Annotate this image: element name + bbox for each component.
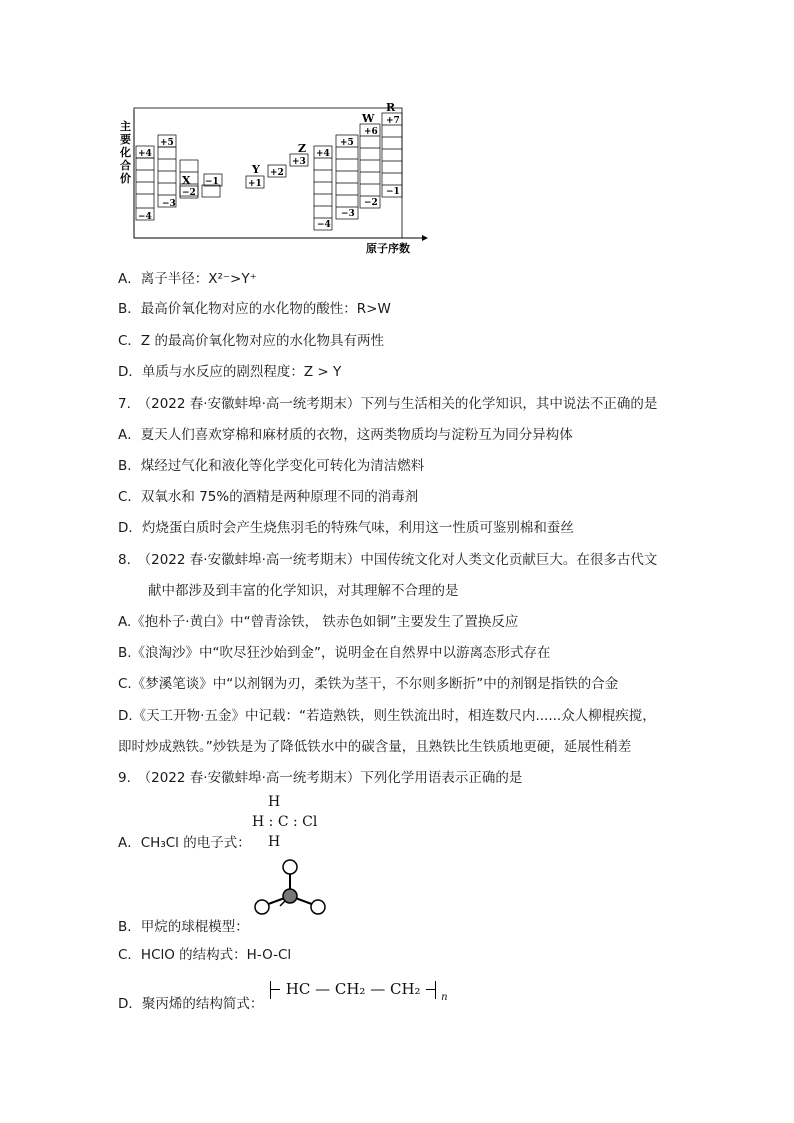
q9-stem: 9. （2022 春·安徽蚌埠·高一统考期末）下列化学用语表示正确的是 — [118, 770, 523, 786]
element-label-z: Z — [298, 142, 307, 155]
label-y-pos-3: +3 — [292, 157, 306, 167]
q9-option-d: D．聚丙烯的结构简式： — [118, 996, 264, 1012]
q8-option-d-line2: 即时炒成熟铁。”炒铁是为了降低铁水中的碳含量，且熟铁比生铁质地更硬，延展性稍差 — [118, 739, 632, 755]
q9-option-c: C．HClO 的结构式：H-O-Cl — [118, 947, 292, 963]
y-axis-char: 化 — [120, 146, 131, 159]
label-x-neg-1: −1 — [205, 177, 219, 187]
q7-option-a: A．夏天人们喜欢穿棉和麻材质的衣物，这两类物质均与淀粉互为同分异构体 — [118, 427, 573, 443]
q7-option-b: B．煤经过气化和液化等化学变化可转化为清洁燃料 — [118, 458, 425, 474]
valence-figure — [110, 100, 440, 260]
hydrogen-atom — [283, 860, 297, 874]
polymer-n-subscript: n — [441, 992, 448, 1003]
q9-option-b: B．甲烷的球棍模型： — [118, 919, 249, 935]
q7-stem: 7. （2022 春·安徽蚌埠·高一统考期末）下列与生活相关的化学知识，其中说法不正确的是 — [118, 396, 658, 412]
element-label-y: Y — [252, 163, 260, 176]
y-axis-char: 主 — [120, 120, 131, 133]
label-w-neg-2: −2 — [364, 198, 378, 208]
label-g1-pos-5: +5 — [160, 138, 174, 148]
q8-stem-line2: 献中都涉及到丰富的化学知识，对其理解不合理的是 — [148, 583, 459, 599]
label-g1-neg-4: −4 — [138, 212, 152, 222]
label-g1-neg-3: −3 — [162, 199, 176, 209]
methane-ball-stick-model — [250, 858, 330, 918]
q8-stem-line1: 8. （2022 春·安徽蚌埠·高一统考期末）中国传统文化对人类文化贡献巨大。在很多古代文 — [118, 552, 658, 568]
bracket-left — [270, 981, 281, 999]
q7-option-c: C．双氧水和 75%的酒精是两种原理不同的消毒剂 — [118, 489, 419, 505]
group-w-blocks — [314, 113, 402, 230]
polypropylene-structure — [270, 980, 448, 1004]
x-axis-arrow — [422, 235, 428, 241]
polymer-repeat-unit: HC — CH₂ — CH₂ — [285, 980, 421, 998]
q6-option-b: B．最高价氧化物对应的水化物的酸性：R>W — [118, 301, 391, 317]
formula-bottom-h: H — [268, 834, 281, 850]
q8-option-b: B.《浪淘沙》中“吹尽狂沙始到金”，说明金在自然界中以游离态形式存在 — [118, 645, 551, 661]
q6-option-a: A．离子半径：X²⁻>Y⁺ — [118, 271, 257, 287]
formula-top-h: H — [268, 794, 281, 810]
y-axis-char: 合 — [120, 159, 131, 172]
bracket-right — [425, 981, 436, 999]
element-label-w: W — [362, 112, 375, 125]
q6-option-c: C．Z 的最高价氧化物对应的水化物具有两性 — [118, 333, 384, 349]
carbon-atom — [283, 889, 297, 903]
element-label-r: R — [386, 101, 396, 114]
y-axis-char: 价 — [120, 172, 131, 185]
hydrogen-atom — [255, 900, 269, 914]
element-label-x: X — [182, 174, 191, 187]
x-axis-label: 原子序数 — [366, 242, 410, 255]
label-g1-pos-4: +4 — [138, 149, 152, 159]
q8-option-d-line1: D.《天工开物·五金》中记载：“若造熟铁，则生铁流出时，相连数尺内......众人柳棍疾搅， — [118, 708, 656, 724]
q8-option-a: A.《抱朴子·黄白》中“曾青涂铁， 铁赤色如铜”主要发生了置换反应 — [118, 614, 519, 630]
label-w-pos-6: +6 — [364, 127, 378, 137]
y-axis-char: 要 — [120, 133, 131, 146]
q6-option-d: D．单质与水反应的剧烈程度：Z > Y — [118, 364, 342, 380]
q7-option-d: D．灼烧蛋白质时会产生烧焦羽毛的特殊气味，利用这一性质可鉴别棉和蚕丝 — [118, 520, 574, 536]
label-w-pos-5: +5 — [340, 138, 354, 148]
label-w-neg-4: −4 — [317, 220, 331, 230]
hydrogen-atom — [311, 900, 325, 914]
ch3cl-electron-formula — [252, 794, 322, 852]
label-y-pos-1: +1 — [248, 179, 262, 189]
label-w-pos-4: +4 — [316, 149, 330, 159]
label-w-neg-1: −1 — [386, 187, 400, 197]
label-w-pos-7: +7 — [386, 116, 400, 126]
formula-middle-row: H : C : Cl — [252, 814, 318, 830]
q9-option-a: A．CH₃Cl 的电子式： — [118, 835, 251, 851]
label-w-neg-3: −3 — [341, 209, 355, 219]
q8-option-c: C.《梦溪笔谈》中“以剂钢为刃，柔铁为茎干，不尔则多断折”中的剂钢是指铁的合金 — [118, 676, 619, 692]
label-x-neg-2: −2 — [182, 188, 196, 198]
label-y-pos-2: +2 — [270, 168, 284, 178]
